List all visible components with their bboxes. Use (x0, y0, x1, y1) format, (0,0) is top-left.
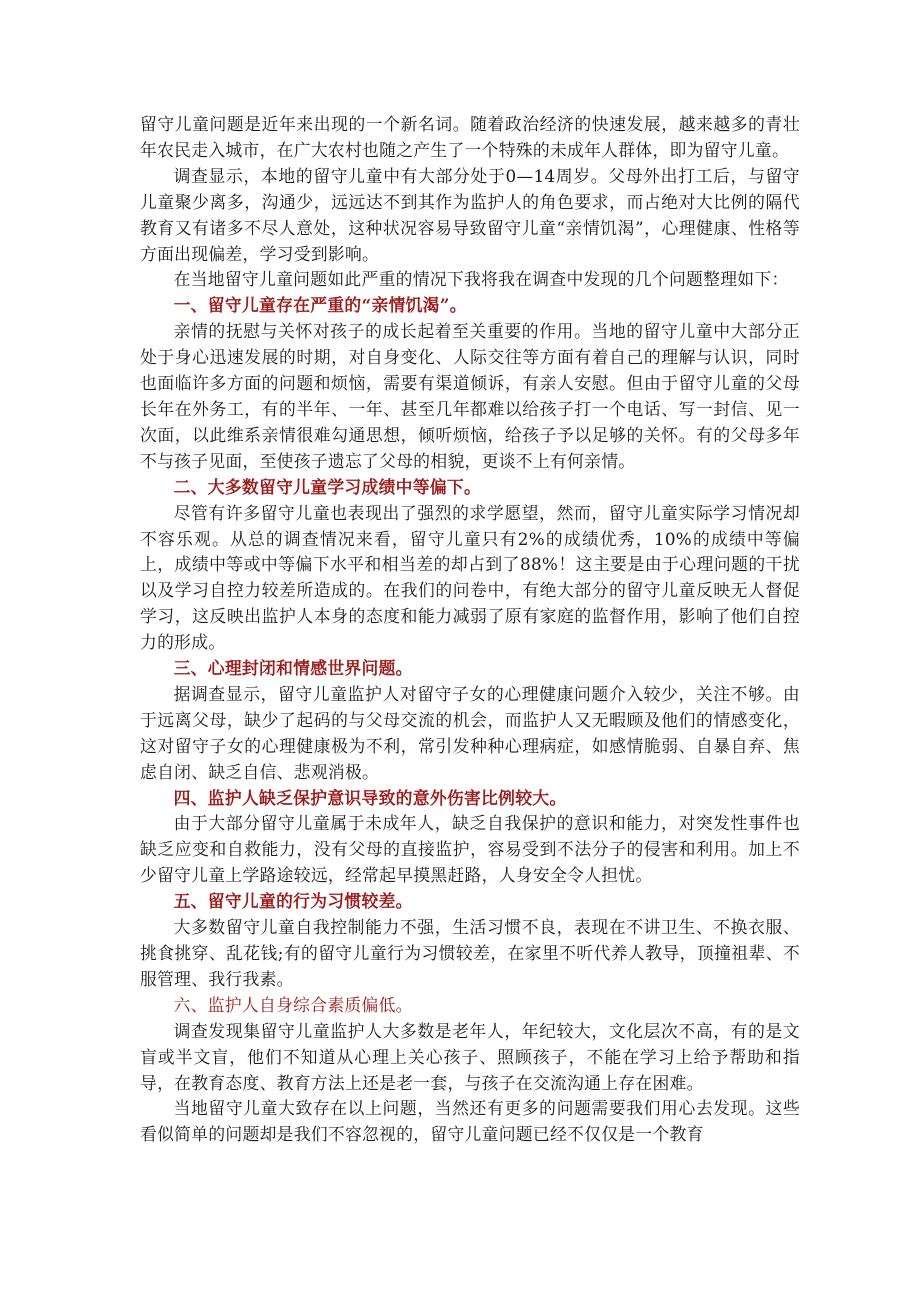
lead-in-paragraph: 在当地留守儿童问题如此严重的情况下我将我在调查中发现的几个问题整理如下： (173, 269, 789, 290)
section-heading-3: 三、心理封闭和情感世界问题。 (173, 658, 413, 679)
section-body-6: 调查发现集留守儿童监护人大多数是老年人，年纪较大，文化层次不高，有的是文盲或半文盲，他们不知道从心理上关心孩子、照顾孩子，不能在学习上给予帮助和指导，在教育态度、教育方法上还是老一套，与孩子在交流沟通上存在困难。 (140, 1020, 800, 1093)
section-heading-5: 五、留守儿童的行为习惯较差。 (173, 891, 413, 912)
section-body-3: 据调查显示，留守儿童监护人对留守子女的心理健康问题介入较少，关注不够。由于远离父母，缺少了起码的与父母交流的机会，而监护人又无暇顾及他们的情感变化，这对留守子女的心理健康极为不利，常引发种种心理病症，如感情脆弱、自暴自弃、焦虑自闭、缺乏自信、悲观消极。 (140, 683, 800, 782)
closing-paragraph: 当地留守儿童大致存在以上问题，当然还有更多的问题需要我们用心去发现。这些看似简单的问题却是我们不容忽视的，留守儿童问题已经不仅仅是一个教育 (140, 1098, 800, 1145)
section-body-1: 亲情的抚慰与关怀对孩子的成长起着至关重要的作用。当地的留守儿童中大部分正处于身心迅速发展的时期，对自身变化、人际交往等方面有着自己的理解与认识，同时也面临许多方面的问题和烦恼，需要有渠道倾诉，有亲人安慰。但由于留守儿童的父母长年在外务工，有的半年、一年、甚至几年都难以给孩子打一个电话、写一封信、见一次面，以此维系亲情很难勾通思想，倾听烦恼，给孩子予以足够的关怀。有的父母多年不与孩子见面，至使孩子遗忘了父母的相貌，更谈不上有何亲情。 (140, 321, 800, 471)
section-heading-2: 二、大多数留守儿童学习成绩中等偏下。 (173, 476, 482, 497)
document-body (140, 112, 800, 1148)
section-body-5: 大多数留守儿童自我控制能力不强，生活习惯不良，表现在不讲卫生、不换衣服、挑食挑穿、乱花钱;有的留守儿童行为习惯较差，在家里不听代养人教导，顶撞祖辈、不服管理、我行我素。 (140, 917, 800, 989)
intro-paragraph: 留守儿童问题是近年来出现的一个新名词。随着政治经济的快速发展，越来越多的青壮年农民走入城市，在广大农村也随之产生了一个特殊的未成年人群体，即为留守儿童。 (140, 114, 800, 160)
section-heading-4: 四、监护人缺乏保护意识导致的意外伤害比例较大。 (173, 787, 567, 808)
section-heading-1: 一、留守儿童存在严重的“亲情饥渴”。 (173, 295, 467, 316)
section-body-2: 尽管有许多留守儿童也表现出了强烈的求学愿望，然而，留守儿童实际学习情况却不容乐观。从总的调查情况来看，留守儿童只有2%的成绩优秀，10%的成绩中等偏上，成绩中等或中等偏下水平和相当差的却占到了88%！这主要是由于心理问题的干扰以及学习自控力较差所造成的。在我们的问卷中，有绝大部分的留守儿童反映无人督促学习，这反映出监护人本身的态度和能力减弱了原有家庭的监督作用，影响了他们自控力的形成。 (140, 502, 800, 653)
section-heading-6: 六、监护人自身综合素质偏低。 (173, 994, 413, 1015)
section-body-4: 由于大部分留守儿童属于未成年人，缺乏自我保护的意识和能力，对突发性事件也缺乏应变和自救能力，没有父母的直接监护，容易受到不法分子的侵害和利用。加上不少留守儿童上学路途较远，经常起早摸黑赶路，人身安全令人担忧。 (140, 813, 800, 886)
survey-paragraph: 调查显示，本地的留守儿童中有大部分处于0—14周岁。父母外出打工后，与留守儿童聚少离多，沟通少，远远达不到其作为监护人的角色要求，而占绝对大比例的隔代教育又有诸多不尽人意处，这种状况容易导致留守儿童“亲情饥渴”，心理健康、性格等方面出现偏差，学习受到影响。 (140, 165, 800, 264)
